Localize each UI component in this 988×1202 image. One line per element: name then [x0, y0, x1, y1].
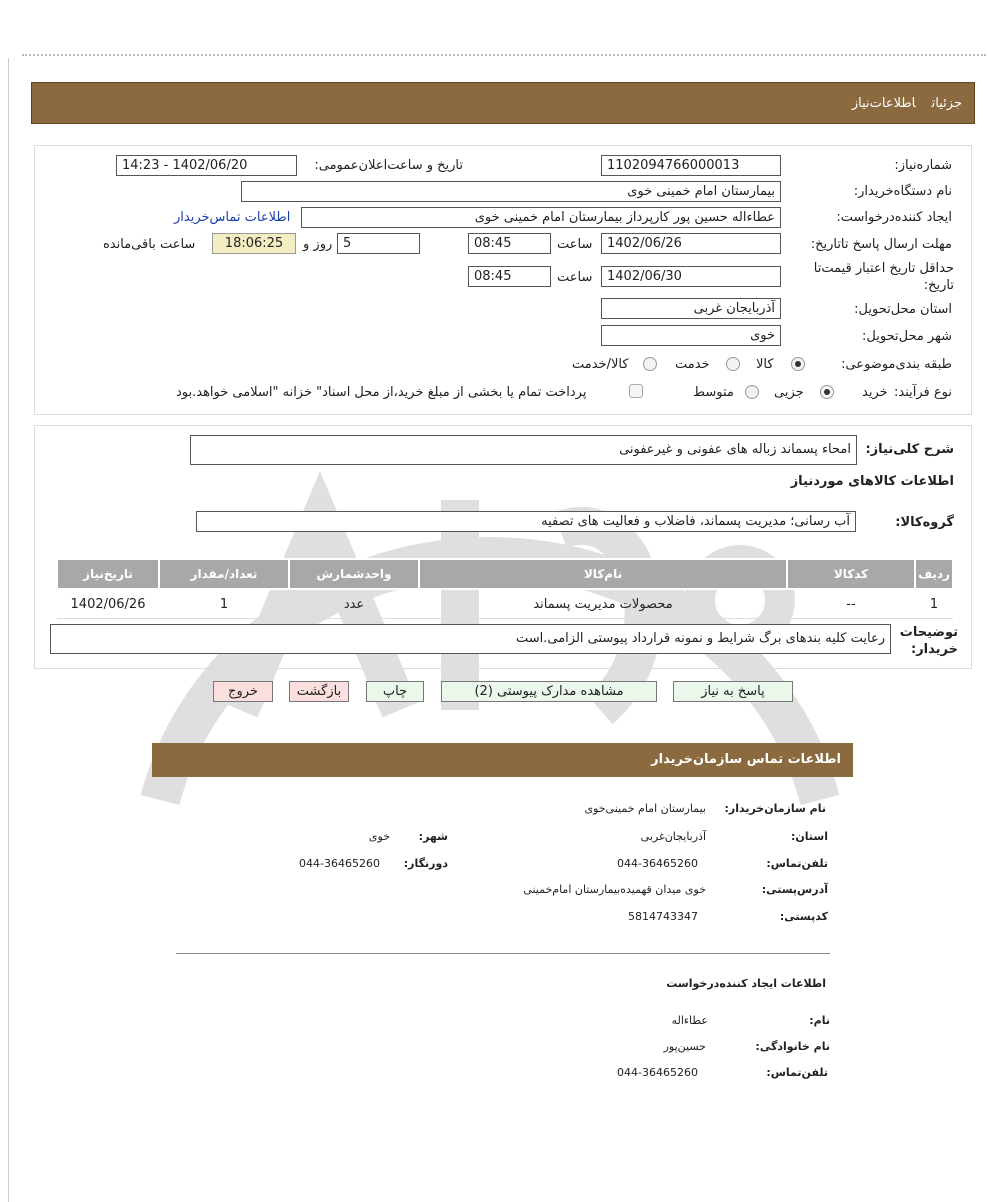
group-label: گروه‌کالا:	[895, 515, 954, 530]
breadcrumb-need-info[interactable]: اطلاعات‌نیاز	[851, 96, 916, 111]
breadcrumb-details[interactable]: جزئیات	[931, 96, 962, 111]
remaining-label: ساعت باقی‌مانده	[103, 237, 196, 252]
creator-label: ایجاد کننده‌درخواست:	[836, 210, 952, 225]
group-field: آب رسانی؛ مدیریت پسماند، فاضلاب و فعالیت های تصفیه	[196, 511, 856, 532]
cell-row: 1	[915, 589, 953, 619]
category-option-goods: کالا	[756, 357, 774, 372]
section-divider	[176, 953, 830, 954]
contact-org-label: نام سازمان‌خریدار:	[724, 802, 826, 815]
buyer-org-label: نام دستگاه‌خریدار:	[853, 184, 952, 199]
buyer-notes-label: توضیحات خریدار:	[899, 625, 958, 657]
items-table	[56, 558, 954, 619]
contact-city-label: شهر:	[418, 830, 448, 843]
col-name: نام‌کالا	[419, 559, 787, 589]
creator-family-label: نام خانوادگی:	[755, 1040, 830, 1053]
need-number-label: شماره‌نیاز:	[894, 158, 952, 173]
announce-label: تاریخ و ساعت‌اعلان‌عمومی:	[314, 158, 463, 173]
category-radio-goods[interactable]	[791, 357, 805, 371]
view-docs-button[interactable]: مشاهده مدارک پیوستی (2)	[441, 681, 657, 702]
contact-province-value: آذربایجان‌غربی	[640, 830, 706, 843]
description-field: امحاء پسماند زباله های عفونی و غیرعفونی	[190, 435, 857, 465]
category-radio-service[interactable]	[726, 357, 740, 371]
cell-date: 1402/06/26	[57, 589, 159, 619]
category-option-service: خدمت	[675, 357, 710, 372]
days-label: روز و	[303, 237, 333, 252]
remaining-time-field: 18:06:25	[212, 233, 296, 254]
contact-phone-value: 044-36465260	[617, 857, 698, 870]
col-date: تاریخ‌نیاز	[57, 559, 159, 589]
contact-fax-label: دورنگار:	[403, 857, 448, 870]
process-option-minor: جزیی	[774, 385, 804, 400]
process-radio-minor[interactable]	[820, 385, 834, 399]
page-header	[31, 82, 975, 124]
validity-date-field: 1402/06/30	[601, 266, 781, 287]
contact-province-label: استان:	[791, 830, 828, 843]
buyer-notes-field: رعایت کلیه بندهای برگ شرایط و نمونه قرارداد پیوستی الزامی.است	[50, 624, 891, 654]
deadline-time-field: 08:45	[468, 233, 551, 254]
buyer-org-field: بیمارستان امام خمینی خوی	[241, 181, 781, 202]
validity-time-label: ساعت	[557, 270, 593, 285]
col-row: ردیف	[915, 559, 953, 589]
contact-org-value: بیمارستان امام خمینی‌خوی	[584, 802, 706, 815]
process-radio-medium[interactable]	[745, 385, 759, 399]
cell-unit: عدد	[289, 589, 419, 619]
exit-button[interactable]: خروج	[213, 681, 273, 702]
items-section-title: اطلاعات کالاهای موردنیاز	[790, 474, 954, 489]
treasury-checkbox[interactable]	[629, 384, 643, 398]
col-qty: تعداد/مقدار	[159, 559, 289, 589]
announce-field: 1402/06/20 - 14:23	[116, 155, 297, 176]
contact-section-title: اطلاعات تماس سازمان‌خریدار	[152, 743, 853, 777]
col-unit: واحدشمارش	[289, 559, 419, 589]
city-field: خوی	[601, 325, 781, 346]
back-button[interactable]: بازگشت	[289, 681, 349, 702]
creator-name-value: عطاءاله	[671, 1014, 708, 1027]
process-buy-label: خرید	[862, 385, 888, 400]
col-code: کدکالا	[787, 559, 915, 589]
category-label: طبقه بندی‌موضوعی:	[841, 357, 952, 372]
city-label: شهر محل‌تحویل:	[862, 329, 952, 344]
creator-phone-label: تلفن‌تماس:	[766, 1066, 828, 1079]
process-option-medium: متوسط	[693, 385, 734, 400]
table-row	[57, 589, 953, 619]
creator-info-title: اطلاعات ایجاد کننده‌درخواست	[666, 977, 826, 990]
cell-name: محصولات مدیریت پسماند	[419, 589, 787, 619]
description-label: شرح کلی‌نیاز:	[865, 442, 954, 457]
buyer-contact-link[interactable]: اطلاعات تماس‌خریدار	[174, 210, 291, 225]
creator-phone-value: 044-36465260	[617, 1066, 698, 1079]
days-field: 5	[337, 233, 420, 254]
cell-qty: 1	[159, 589, 289, 619]
creator-name-label: نام:	[809, 1014, 830, 1027]
process-label: نوع فرآیند:	[894, 385, 952, 400]
treasury-note: پرداخت تمام یا بخشی از مبلغ خرید،از محل اسناد" خزانه "اسلامی خواهد.بود	[176, 385, 587, 400]
need-number-field: 1102094766000013	[601, 155, 781, 176]
print-button[interactable]: چاپ	[366, 681, 424, 702]
contact-city-value: خوی	[368, 830, 390, 843]
deadline-date-field: 1402/06/26	[601, 233, 781, 254]
left-border	[8, 58, 9, 1202]
province-field: آذربایجان غربی	[601, 298, 781, 319]
deadline-time-label: ساعت	[557, 237, 593, 252]
category-option-both: کالا/خدمت	[572, 357, 629, 372]
validity-label: حداقل تاریخ اعتبار قیمت‌تا تاریخ:	[813, 261, 954, 293]
creator-family-value: حسین‌پور	[663, 1040, 706, 1053]
category-radio-both[interactable]	[643, 357, 657, 371]
deadline-label: مهلت ارسال پاسخ تا‌تاریخ:	[810, 237, 952, 252]
contact-address-label: آدرس‌پستی:	[761, 883, 828, 896]
province-label: استان محل‌تحویل:	[854, 302, 952, 317]
creator-field: عطاءاله حسین پور کارپرداز بیمارستان امام خمینی خوی	[301, 207, 781, 228]
contact-postal-value: 5814743347	[628, 910, 698, 923]
validity-time-field: 08:45	[468, 266, 551, 287]
contact-phone-label: تلفن‌تماس:	[766, 857, 828, 870]
top-divider	[22, 54, 986, 56]
cell-code: --	[787, 589, 915, 619]
reply-button[interactable]: پاسخ به نیاز	[673, 681, 793, 702]
items-table-header	[57, 559, 953, 589]
contact-postal-label: کد‌پستی:	[779, 910, 828, 923]
contact-address-value: خوی میدان قهمیده‌بیمارستان امام‌خمینی	[523, 883, 706, 896]
contact-fax-value: 044-36465260	[299, 857, 380, 870]
